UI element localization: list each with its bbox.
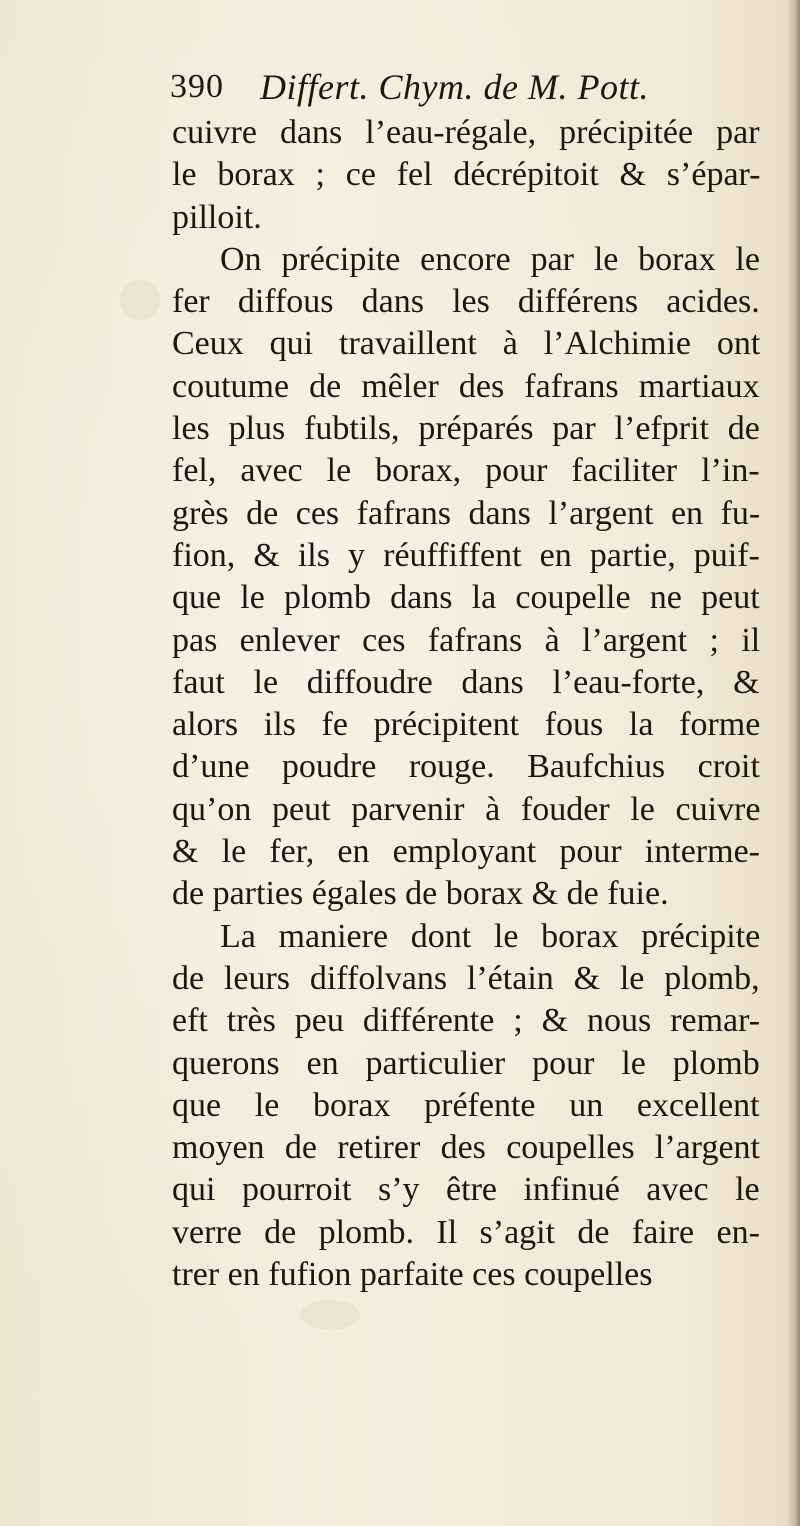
- running-header: [170, 62, 750, 114]
- text-line: le borax ; ce fel décrépitoit & s’épar-: [172, 156, 761, 194]
- text-line: de leurs diffolvans l’étain & le plomb,: [172, 959, 760, 997]
- text-line: qu’on peut parvenir à fouder le cuivre: [172, 790, 761, 828]
- paper-stain: [300, 1300, 360, 1330]
- text-line: verre de plomb. Il s’agit de faire en-: [172, 1213, 760, 1251]
- text-line: fel, avec le borax, pour faciliter l’in-: [172, 452, 760, 490]
- paragraph-start-line: La maniere dont le borax précipite: [220, 917, 761, 955]
- text-line: fion, & ils y réuffiffent en partie, puif-: [172, 536, 760, 574]
- text-line: que le plomb dans la coupelle ne peut: [172, 579, 760, 617]
- paragraph-start-line: On précipite encore par le borax le: [220, 240, 760, 278]
- text-line: cuivre dans l’eau-régale, précipitée par: [172, 114, 760, 151]
- page-number: 390: [170, 68, 224, 105]
- text-line: coutume de mêler des fafrans martiaux: [172, 367, 760, 405]
- text-line: & le fer, en employant pour interme-: [172, 833, 760, 871]
- paper-stain: [120, 280, 160, 320]
- text-line: trer en fufion parfaite ces coupelles: [172, 1256, 653, 1294]
- text-line: que le borax préfente un excellent: [172, 1086, 760, 1124]
- text-line: faut le diffoudre dans l’eau-forte, &: [172, 663, 760, 701]
- text-line: de parties égales de borax & de fuie.: [172, 875, 669, 913]
- text-line: fer diffous dans les différens acides.: [172, 283, 760, 321]
- text-line: qui pourroit s’y être infinué avec le: [172, 1171, 760, 1209]
- text-line: pas enlever ces fafrans à l’argent ; il: [172, 621, 761, 659]
- text-line: moyen de retirer des coupelles l’argent: [172, 1129, 760, 1167]
- text-line: les plus fubtils, préparés par l’efprit de: [172, 410, 760, 448]
- text-line: Ceux qui travaillent à l’Alchimie ont: [172, 325, 761, 363]
- text-line: d’une poudre rouge. Baufchius croit: [172, 748, 760, 786]
- text-line: querons en particulier pour le plomb: [172, 1044, 760, 1082]
- text-line: pilloit.: [172, 198, 262, 236]
- body-text: [172, 112, 762, 1296]
- text-line: alors ils fe précipitent fous la forme: [172, 706, 761, 744]
- text-line: grès de ces fafrans dans l’argent en fu-: [172, 494, 761, 532]
- page-edge-shadow: [786, 0, 800, 1526]
- text-line: eft très peu différente ; & nous remar-: [172, 1002, 761, 1040]
- running-title: Differt. Chym. de M. Pott.: [260, 67, 649, 107]
